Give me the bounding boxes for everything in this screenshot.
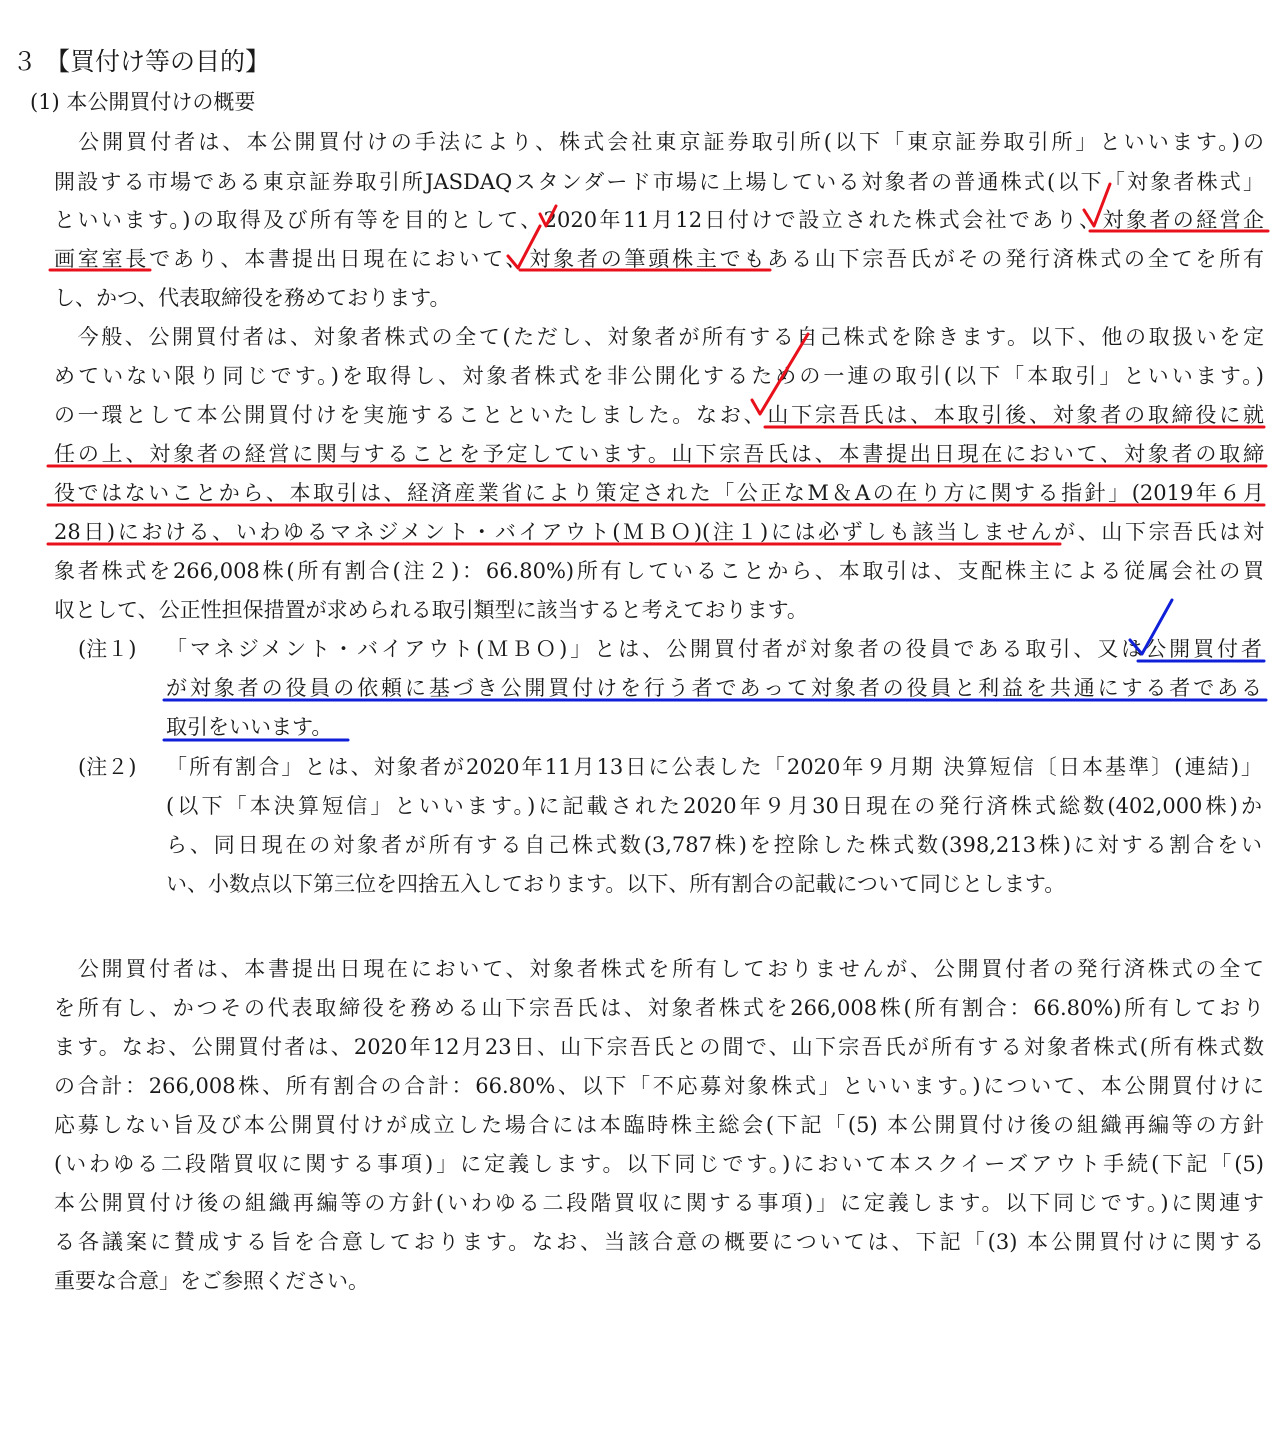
note-1-label: (注１)	[78, 637, 137, 661]
paragraph-3-line: 応募しない旨及び本公開買付けが成立した場合には本臨時株主総会(下記「(5) 本公開買付け後の組織再編等の方針	[54, 1113, 1264, 1137]
paragraph-3-line: ます。なお、公開買付者は、2020年12月23日、山下宗吾氏との間で、山下宗吾氏が所有する対象者株式(所有株式数	[54, 1035, 1264, 1059]
paragraph-1-line: 画室室長であり、本書提出日現在において、対象者の筆頭株主でもある山下宗吾氏がその発行済株式の全てを所有	[54, 247, 1264, 271]
note-2-line: (以下「本決算短信」といいます。)に記載された2020年９月30日現在の発行済株式総数(402,000株)か	[166, 794, 1262, 818]
paragraph-2-line: 象者株式を266,008株(所有割合(注２)：66.80%)所有していることから、本取引は、支配株主による従属会社の買	[54, 559, 1264, 583]
paragraph-2-line: 今般、公開買付者は、対象者株式の全て(ただし、対象者が所有する自己株式を除きます。以下、他の取扱いを定	[54, 325, 1264, 349]
note-2-line: 「所有割合」とは、対象者が2020年11月13日に公表した「2020年９月期 決算短信〔日本基準〕(連結)」	[166, 755, 1262, 779]
paragraph-3-line: る各議案に賛成する旨を合意しております。なお、当該合意の概要については、下記「(3) 本公開買付けに関する	[54, 1230, 1264, 1254]
paragraph-2-line: めていない限り同じです。)を取得し、対象者株式を非公開化するための一連の取引(以下「本取引」といいます。)	[54, 364, 1264, 388]
paragraph-2-line: 役ではないことから、本取引は、経済産業省により策定された「公正なM＆Aの在り方に関する指針」(2019年６月	[54, 481, 1264, 505]
paragraph-3-line: を所有し、かつその代表取締役を務める山下宗吾氏は、対象者株式を266,008株(所有割合：66.80%)所有しており	[54, 996, 1264, 1020]
paragraph-3-line: の合計：266,008株、所有割合の合計：66.80%、以下「不応募対象株式」といいます。)について、本公開買付けに	[54, 1074, 1264, 1098]
paragraph-2-line: 28日)における、いわゆるマネジメント・バイアウト(ＭＢＯ)(注１)には必ずしも該当しませんが、山下宗吾氏は対	[54, 520, 1264, 544]
subsection-title: (1) 本公開買付けの概要	[30, 90, 256, 114]
note-1-line: が対象者の役員の依頼に基づき公開買付けを行う者であって対象者の役員と利益を共通にする者である	[166, 676, 1262, 700]
note-1-line: 取引をいいます。	[166, 715, 333, 739]
paragraph-3-line: 公開買付者は、本書提出日現在において、対象者株式を所有しておりませんが、公開買付者の発行済株式の全て	[54, 957, 1264, 981]
note-1-line: 「マネジメント・バイアウト(ＭＢＯ)」とは、公開買付者が対象者の役員である取引、又は公開買付者	[166, 637, 1262, 661]
note-2-line: ら、同日現在の対象者が所有する自己株式数(3,787株)を控除した株式数(398,213株)に対する割合をい	[166, 833, 1262, 857]
paragraph-1-line: といいます。)の取得及び所有等を目的として、2020年11月12日付けで設立された株式会社であり、対象者の経営企	[54, 208, 1264, 232]
paragraph-2-line: 収として、公正性担保措置が求められる取引類型に該当すると考えております。	[54, 598, 808, 622]
paragraph-1-line: し、かつ、代表取締役を務めております。	[54, 286, 451, 310]
section-title: ３ 【買付け等の目的】	[12, 47, 270, 76]
paragraph-1-line: 開設する市場である東京証券取引所JASDAQスタンダード市場に上場している対象者の普通株式(以下「対象者株式」	[54, 170, 1264, 194]
paragraph-3-line: (いわゆる二段階買収に関する事項)」に定義します。以下同じです。)において本スクイーズアウト手続(下記「(5)	[54, 1152, 1264, 1176]
paragraph-2-line: の一環として本公開買付けを実施することといたしました。なお、山下宗吾氏は、本取引後、対象者の取締役に就	[54, 403, 1264, 427]
paragraph-3-line: 本公開買付け後の組織再編等の方針(いわゆる二段階買収に関する事項)」に定義します。以下同じです。)に関連す	[54, 1191, 1264, 1215]
note-2-line: い、小数点以下第三位を四捨五入しております。以下、所有割合の記載について同じとします。	[166, 872, 1066, 896]
note-2-label: (注２)	[78, 755, 137, 779]
paragraph-1-line: 公開買付者は、本公開買付けの手法により、株式会社東京証券取引所(以下「東京証券取引所」といいます。)の	[54, 130, 1264, 154]
paragraph-3-line: 重要な合意」をご参照ください。	[54, 1269, 369, 1293]
paragraph-2-line: 任の上、対象者の経営に関与することを予定しています。山下宗吾氏は、本書提出日現在において、対象者の取締	[54, 442, 1264, 466]
